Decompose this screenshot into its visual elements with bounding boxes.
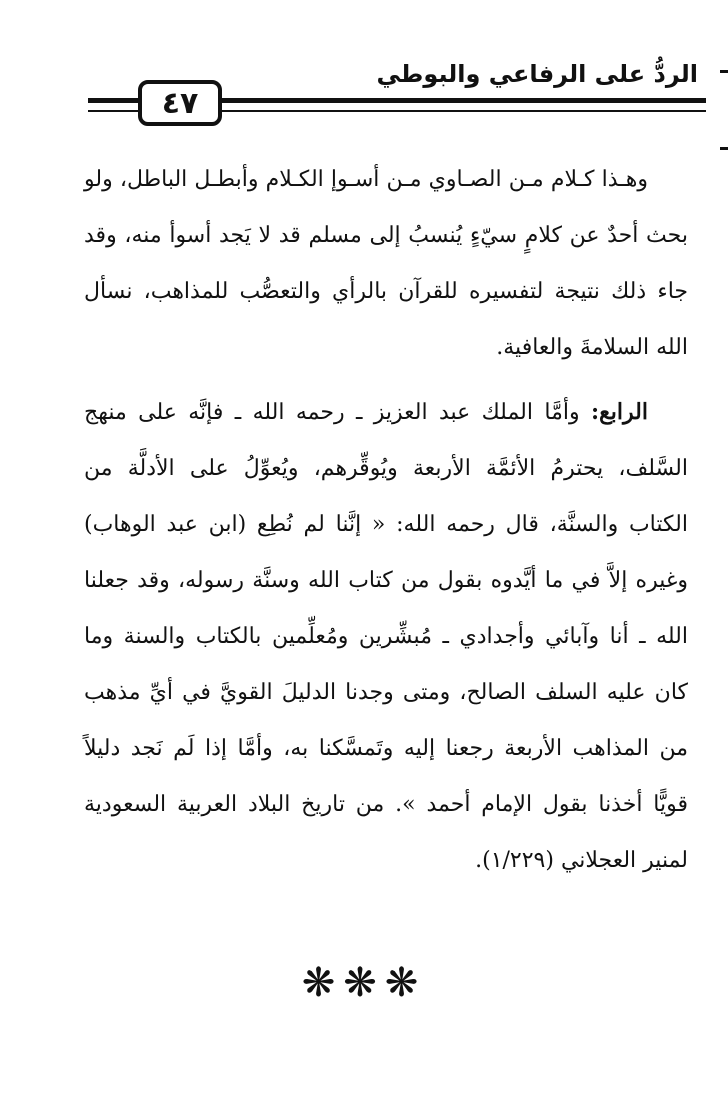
paragraph-text: وهـذا كـلام مـن الصـاوي مـن أسـوإ الكـلام وأبطـل الباطل، ولو بحث أحدٌ عن كلامٍ سيّءٍ يُنسبُ إلى مسلم قد لا يَجد أسوأ منه، وقد جاء ذلك نتيجة لتفسيره للقرآن بالرأي والتعصُّب للمذاهب، نسأل الله السلامةَ والعافية. xyxy=(84,167,688,360)
paragraph xyxy=(84,384,688,889)
section-divider-asterisks: ❋❋❋ xyxy=(301,960,427,1006)
paragraph xyxy=(84,152,688,376)
paragraph-text: وأمَّا الملك عبد العزيز ـ رحمه الله ـ فإنَّه على منهج السَّلف، يحترمُ الأئمَّة الأربعة ويُوقِّرهم، ويُعوِّلُ على الأدلَّة من الكتاب والسنَّة، قال رحمه الله: « إنَّنا لم نُطِع (ابن عبد الوهاب) وغيره إلاَّ في ما أيَّدوه بقول من كتاب الله وسنَّة رسوله، وقد جعلنا الله ـ أنا وآبائي وأجدادي ـ مُبشِّرين ومُعلِّمين بالكتاب والسنة وما كان عليه السلف الصالح، ومتى وجدنا الدليلَ القويَّ في أيِّ مذهب من المذاهب الأربعة رجعنا إليه وتَمسَّكنا به، وأمَّا إذا لَم نَجد دليلاً قويًّا أخذنا بقول الإمام أحمد ». من تاريخ البلاد العربية السعودية لمنير العجلاني (١/٢٢٩). xyxy=(84,400,688,873)
edge-mark xyxy=(720,147,728,150)
page-number: ٤٧ xyxy=(138,80,222,126)
body-text xyxy=(84,152,688,889)
edge-mark xyxy=(720,70,728,73)
running-header-title: الردُّ على الرفاعي والبوطي xyxy=(376,60,698,88)
paragraph-lead-word: الرابع: xyxy=(590,399,648,425)
